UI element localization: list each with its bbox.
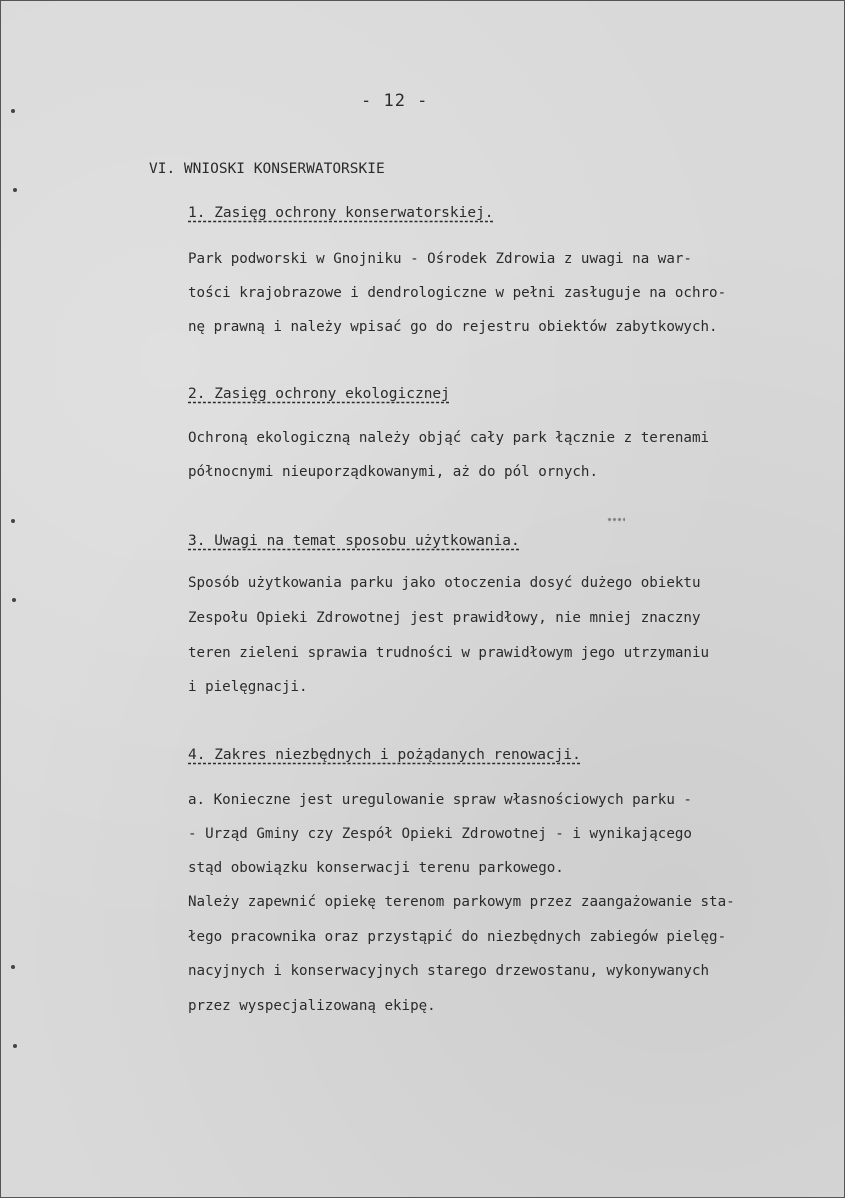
body-line: łego pracownika oraz przystąpić do niezbędnych zabiegów pielęg- [188, 929, 727, 945]
margin-mark [12, 598, 16, 602]
body-line: Ochroną ekologiczną należy objąć cały park łącznie z terenami [188, 430, 710, 446]
section-heading: 2. Zasięg ochrony ekologicznej [188, 386, 450, 402]
body-line: i pielęgnacji. [188, 679, 308, 695]
body-line: Należy zapewnić opiekę terenom parkowym przez zaangażowanie sta- [188, 894, 735, 910]
margin-mark [11, 109, 15, 113]
body-line: Zespołu Opieki Zdrowotnej jest prawidłowy, nie mniej znaczny [188, 610, 701, 626]
page-number: - 12 - [361, 91, 429, 111]
chapter-heading: VI. WNIOSKI KONSERWATORSKIE [149, 161, 385, 177]
body-line: północnymi nieuporządkowanymi, aż do pól ornych. [188, 464, 598, 480]
body-line: przez wyspecjalizowaną ekipę. [188, 998, 436, 1014]
margin-mark [13, 1044, 17, 1048]
margin-mark [11, 965, 15, 969]
body-line: Sposób użytkowania parku jako otoczenia dosyć dużego obiektu [188, 575, 701, 591]
body-line: - Urząd Gminy czy Zespół Opieki Zdrowotnej - i wynikającego [188, 826, 692, 842]
margin-mark [11, 519, 15, 523]
body-line: tości krajobrazowe i dendrologiczne w pełni zasługuje na ochro- [188, 285, 727, 301]
body-line: teren zieleni sprawia trudności w prawidłowym jego utrzymaniu [188, 645, 710, 661]
body-line: a. Konieczne jest uregulowanie spraw własnościowych parku - [188, 792, 692, 808]
margin-mark [13, 188, 17, 192]
ink-speck [607, 517, 625, 523]
body-line: nę prawną i należy wpisać go do rejestru obiektów zabytkowych. [188, 319, 718, 335]
body-line: nacyjnych i konserwacyjnych starego drzewostanu, wykonywanych [188, 963, 710, 979]
body-line: stąd obowiązku konserwacji terenu parkowego. [188, 860, 564, 876]
section-heading: 3. Uwagi na temat sposobu użytkowania. [188, 533, 520, 549]
section-heading: 4. Zakres niezbędnych i pożądanych renowacji. [188, 747, 581, 763]
body-line: Park podworski w Gnojniku - Ośrodek Zdrowia z uwagi na war- [188, 251, 692, 267]
section-heading: 1. Zasięg ochrony konserwatorskiej. [188, 205, 494, 221]
